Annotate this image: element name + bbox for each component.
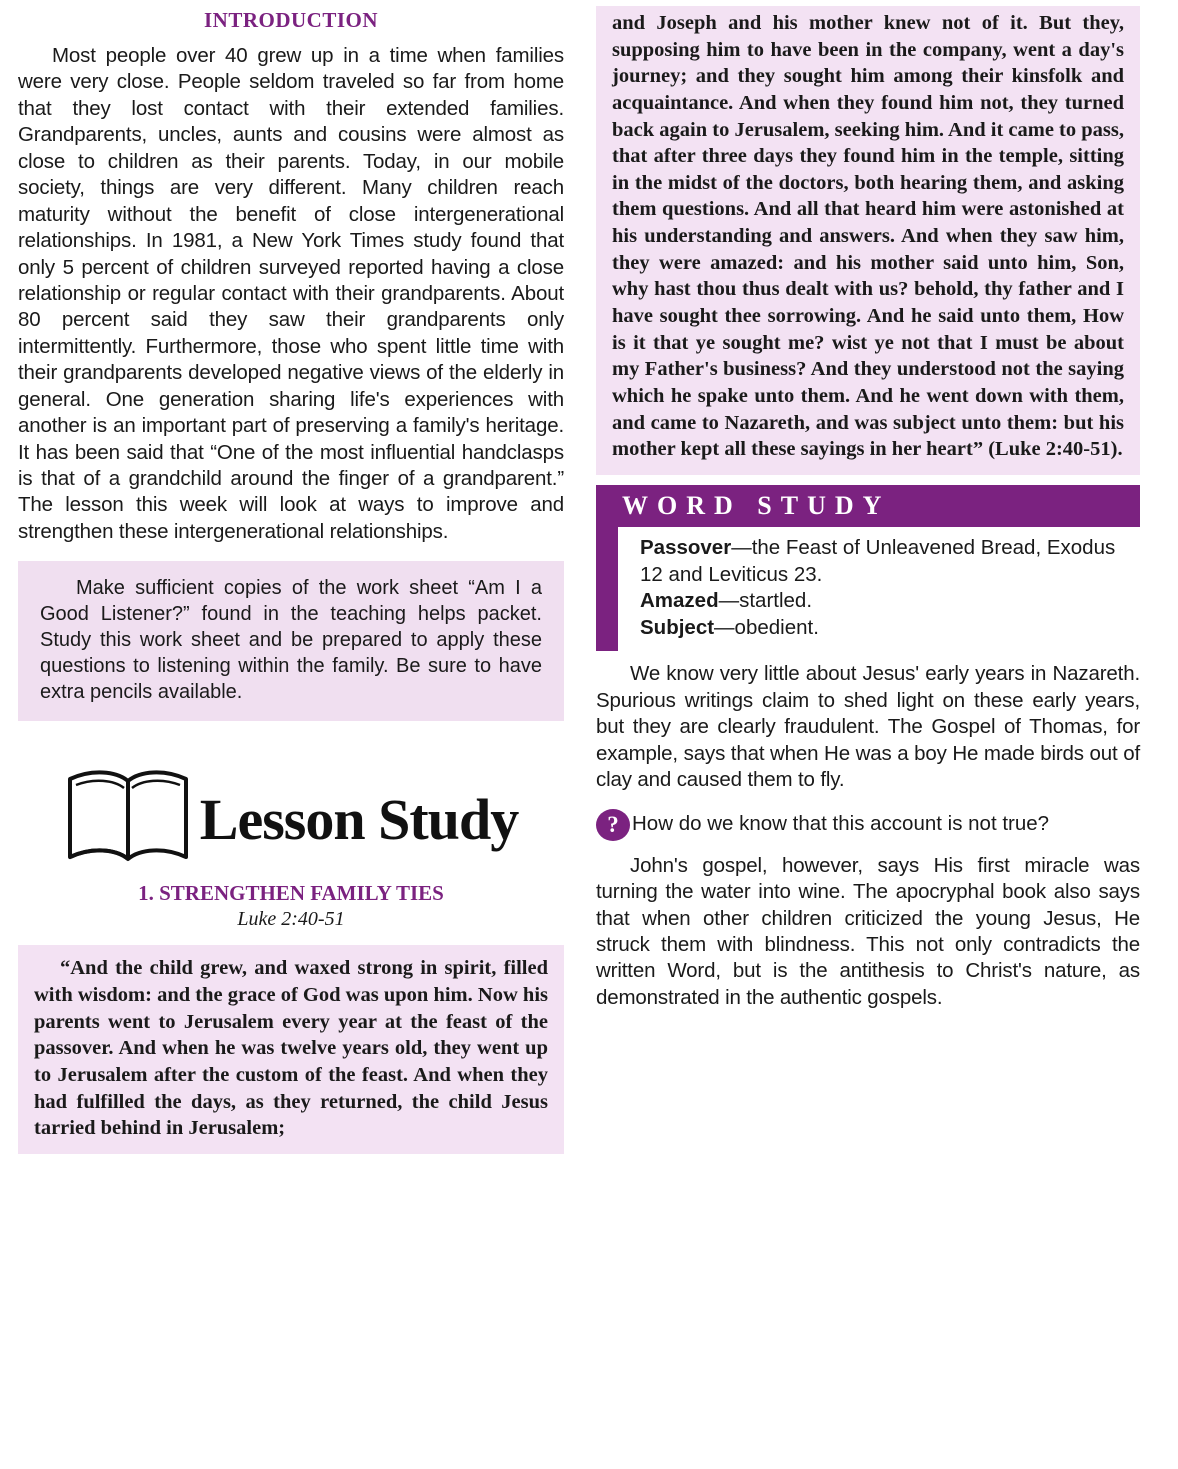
commentary-paragraph-2: John's gospel, however, says His first miracle was turning the water into wine. The apocryphal book also says that when other children criticized the young Jesus, He struck them with blindness. This not only contradicts the written Word, but is the antithesis to Christ's nature, as demonstrated in the authentic gospels. xyxy=(596,853,1140,1009)
introduction-paragraph: Most people over 40 grew up in a time when families were very close. People seldom traveled so far from home that they lost contact with their extended families. Grandparents, uncles, aunts and cousins were almost as close to children as their parents. Today, in our mobile society, things are very different. Many children reach maturity without the benefit of close intergenerational relationships. In 1981, a New York Times study found that only 5 percent of children surveyed reported having a close relationship or regular contact with their grandparents. About 80 percent said they saw their grandparents only intermittently. Furthermore, those who spent little time with their grandparents developed negative views of the elderly in general. One generation sharing life's experiences with another is an important part of preserving a family's heritage. It has been said that “One of the most influential handclasps is that of a grandchild around the finger of a grandparent.” The lesson this week will look at ways to improve and strengthen these intergenerational relationships. xyxy=(18,44,564,543)
teacher-tip-text: Make sufficient copies of the work sheet “Am I a Good Listener?” found in the teaching helps packet. Study this work sheet and be prepared to apply these questions to listening within the family. Be sure to have extra pencils available. xyxy=(40,577,542,704)
scripture-block-left xyxy=(18,945,564,1153)
word-study-entry xyxy=(640,588,1130,615)
word-study-term: Subject xyxy=(640,615,715,639)
left-column xyxy=(18,6,578,1469)
commentary-paragraph-1: We know very little about Jesus' early years in Nazareth. Spurious writings claim to shed light on these early years, but they are clearly fraudulent. The Gospel of Thomas, for example, says that when He was a boy He made birds out of clay and caused them to fly. xyxy=(596,662,1140,792)
word-study-list xyxy=(618,527,1140,652)
lesson-study-title: Lesson Study xyxy=(199,787,519,853)
word-study-term: Passover xyxy=(640,535,732,559)
lesson-scripture-reference: Luke 2:40-51 xyxy=(237,908,345,931)
open-book-icon xyxy=(64,765,194,875)
scripture-text-part1: “And the child grew, and waxed strong in spirit, filled with wisdom: and the grace of God was upon him. Now his parents went to Jerusalem every year at the feast of the passover. And when he was twelve years old, they went up to Jerusalem after the custom of the feast. And when they had fulfilled the days, as they returned, the child Jesus tarried behind in Jerusalem; xyxy=(34,957,548,1140)
discussion-question-text: How do we know that this account is not true? xyxy=(632,811,1050,835)
word-study-accent-bar xyxy=(596,527,618,652)
word-study-heading: WORD STUDY xyxy=(596,485,1140,527)
right-column xyxy=(578,6,1140,1469)
word-study-body xyxy=(596,527,1140,652)
lesson-study-banner xyxy=(18,765,564,875)
scripture-block-right xyxy=(596,6,1140,475)
discussion-question xyxy=(596,808,1140,841)
word-study-definition: —obedient. xyxy=(714,615,819,639)
teacher-tip-box xyxy=(18,561,564,721)
lesson-section-heading: 1. STRENGTHEN FAMILY TIES xyxy=(138,881,444,906)
question-mark-icon: ? xyxy=(596,809,630,841)
word-study-entry xyxy=(640,535,1130,588)
scripture-text-part2: and Joseph and his mother knew not of it. But they, supposing him to have been in the company, went a day's journey; and they sought him among their kinsfolk and acquaintance. And when they found him not, they turned back again to Jerusalem, seeking him. And it came to pass, that after three days they found him in the temple, sitting in the midst of the doctors, both hearing them, and asking them questions. And all that heard him were astonished at his understanding and answers. And when they saw him, they were amazed: and his mother said unto him, Son, why hast thou thus dealt with us? behold, thy father and I have sought thee sorrowing. And he said unto them, How is it that ye sought me? wist ye not that I must be about my Father's business? And they understood not the saying which he spake unto them. And he went down with them, and came to Nazareth, and was subject unto them: but his mother kept all these sayings in her heart” (Luke 2:40-51). xyxy=(612,12,1124,461)
word-study-definition: —startled. xyxy=(718,589,813,613)
word-study-definition: —the Feast of Unleavened Bread, Exodus 12 and Leviticus 23. xyxy=(640,535,1116,586)
word-study-entry xyxy=(640,615,1130,642)
word-study-term: Amazed xyxy=(640,589,719,613)
introduction-heading: INTRODUCTION xyxy=(203,8,379,32)
